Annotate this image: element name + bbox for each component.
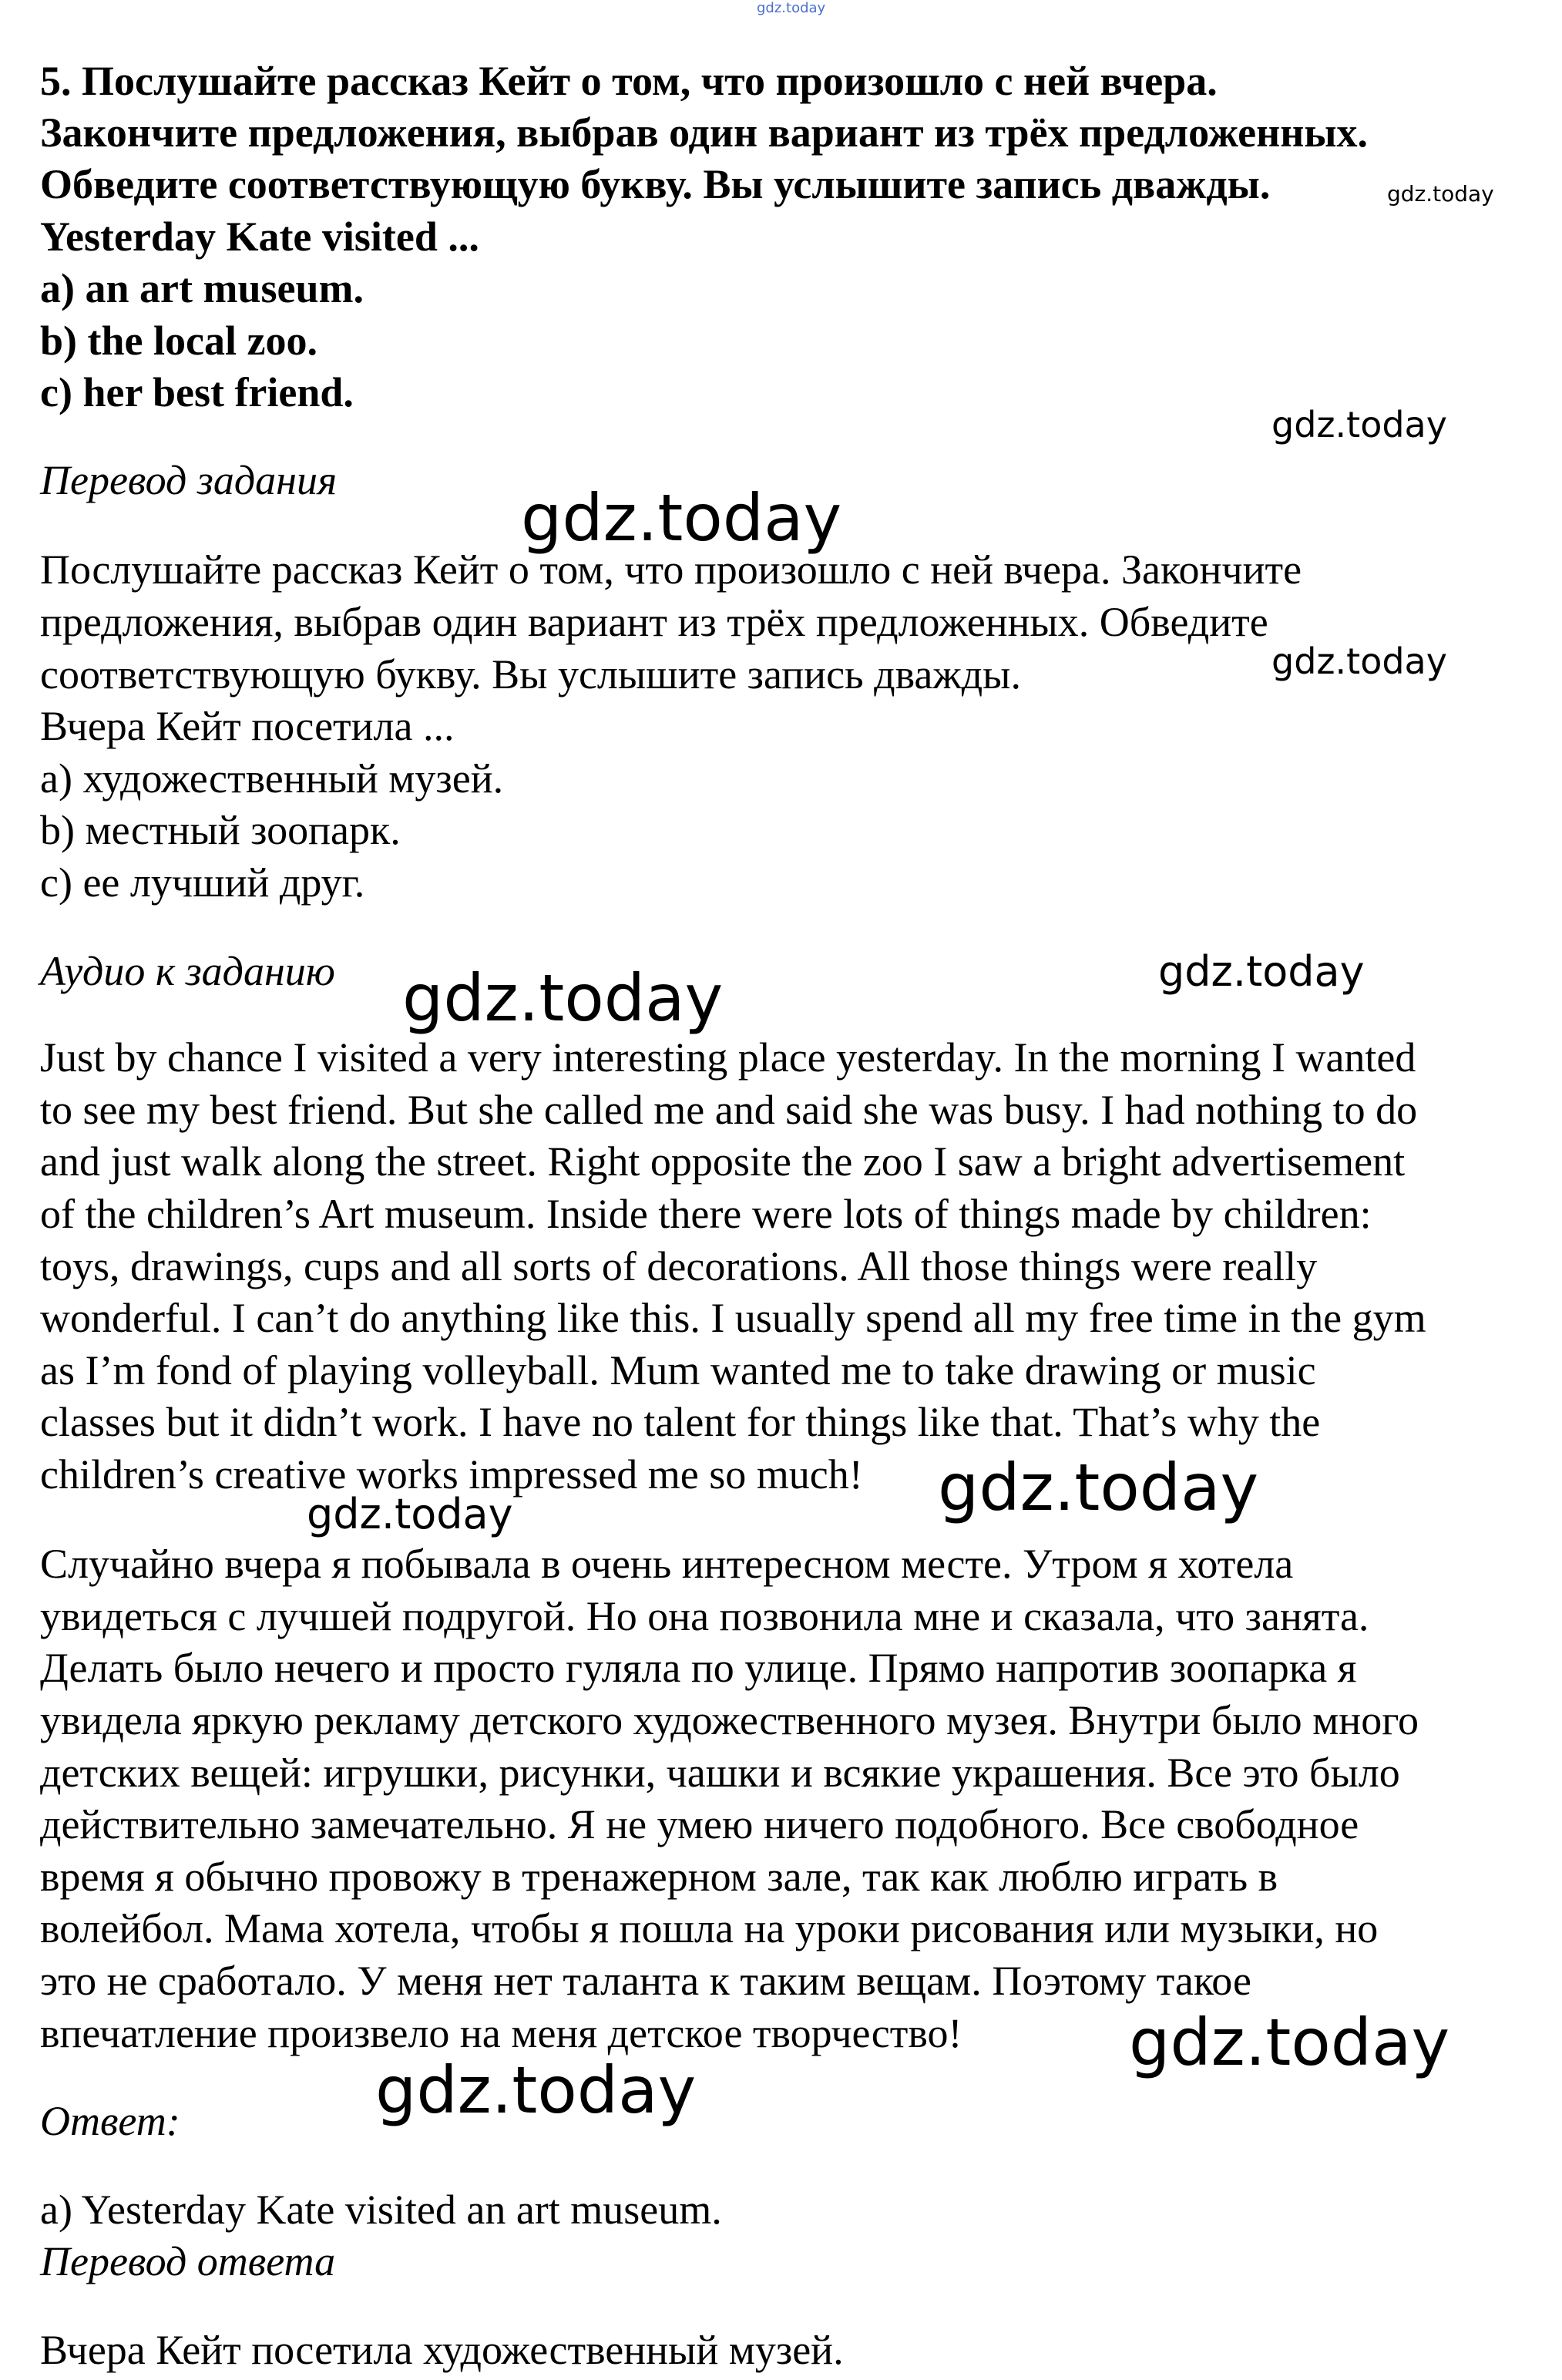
watermark-medium-4: gdz.today [307, 1490, 513, 1538]
audio-en-line-6: wonderful. I can’t do anything like this. I usually spend all my free time in the gym [40, 1295, 1426, 1341]
translation-option-c: c) ее лучший друг. [40, 859, 365, 906]
task-heading-line-2: Закончите предложения, выбрав один вариант из трёх предложенных. [40, 109, 1369, 156]
audio-ru-line-4: увидела яркую рекламу детского художественного музея. Внутри было много [40, 1697, 1419, 1743]
task-option-c: c) her best friend. [40, 369, 354, 415]
audio-en-line-3: and just walk along the street. Right opposite the zoo I saw a bright advertisement [40, 1138, 1406, 1185]
task-heading-line-3: Обведите соответствующую букву. Вы услышите запись дважды. [40, 161, 1271, 207]
watermark-large-3: gdz.today [938, 1450, 1259, 1525]
audio-ru-line-8: волейбол. Мама хотела, чтобы я пошла на уроки рисования или музыки, но [40, 1905, 1379, 1951]
translation-option-a: а) художественный музей. [40, 755, 504, 802]
audio-ru-line-10: впечатление произвело на меня детское творчество! [40, 2010, 962, 2056]
task-option-a: a) an art museum. [40, 265, 364, 311]
audio-ru-line-6: действительно замечательно. Я не умею ничего подобного. Все свободное [40, 1801, 1359, 1847]
audio-ru-line-5: детских вещей: игрушки, рисунки, чашки и всякие украшения. Все это было [40, 1750, 1400, 1796]
watermark-small-top: gdz.today [757, 0, 826, 16]
audio-ru-line-7: время я обычно провожу в тренажерном зале, так как люблю играть в [40, 1854, 1278, 1900]
task-option-b: b) the local zoo. [40, 318, 317, 364]
audio-en-line-2: to see my best friend. But she called me and said she was busy. I had nothing to do [40, 1087, 1418, 1133]
answer-translation-text: Вчера Кейт посетила художественный музей. [40, 2327, 844, 2373]
audio-en-line-1: Just by chance I visited a very interesting place yesterday. In the morning I wanted [40, 1034, 1416, 1081]
answer-label: Ответ: [40, 2098, 180, 2144]
watermark-medium-2: gdz.today [1271, 640, 1447, 682]
watermark-medium-1: gdz.today [1271, 404, 1447, 445]
watermark-tiny: gdz.today [1387, 181, 1494, 207]
audio-label: Аудио к заданию [40, 948, 335, 994]
watermark-large-4: gdz.today [1129, 2005, 1450, 2080]
audio-en-line-4: of the children’s Art museum. Inside there were lots of things made by children: [40, 1191, 1372, 1237]
translation-line-2: предложения, выбрав один вариант из трёх предложенных. Обведите [40, 599, 1268, 645]
audio-en-line-7: as I’m fond of playing volleyball. Mum wanted me to take drawing or music [40, 1347, 1316, 1393]
translation-option-b: b) местный зоопарк. [40, 807, 401, 853]
audio-en-line-8: classes but it didn’t work. I have no talent for things like that. That’s why the [40, 1399, 1321, 1445]
watermark-large-1: gdz.today [521, 480, 842, 556]
task-heading-line-1: 5. Послушайте рассказ Кейт о том, что произошло с ней вчера. [40, 58, 1218, 104]
watermark-large-5: gdz.today [375, 2052, 697, 2128]
task-question: Yesterday Kate visited ... [40, 213, 479, 260]
audio-en-line-5: toys, drawings, cups and all sorts of decorations. All those things were really [40, 1243, 1318, 1289]
audio-ru-line-9: это не сработало. У меня нет таланта к таким вещам. Поэтому такое [40, 1958, 1251, 2004]
translation-line-1: Послушайте рассказ Кейт о том, что произошло с ней вчера. Закончите [40, 546, 1302, 593]
audio-ru-line-1: Случайно вчера я побывала в очень интересном месте. Утром я хотела [40, 1541, 1294, 1587]
translation-label: Перевод задания [40, 457, 338, 503]
translation-line-3: соответствующую букву. Вы услышите запись дважды. [40, 651, 1021, 698]
audio-en-line-9: children’s creative works impressed me so much! [40, 1451, 863, 1498]
watermark-large-2: gdz.today [402, 960, 724, 1036]
answer-text: a) Yesterday Kate visited an art museum. [40, 2187, 722, 2233]
watermark-medium-3: gdz.today [1158, 947, 1365, 996]
answer-translation-label: Перевод ответа [40, 2238, 336, 2284]
translation-question: Вчера Кейт посетила ... [40, 703, 455, 749]
audio-ru-line-2: увидеться с лучшей подругой. Но она позвонила мне и сказала, что занята. [40, 1593, 1369, 1639]
audio-ru-line-3: Делать было нечего и просто гуляла по улице. Прямо напротив зоопарка я [40, 1645, 1357, 1691]
